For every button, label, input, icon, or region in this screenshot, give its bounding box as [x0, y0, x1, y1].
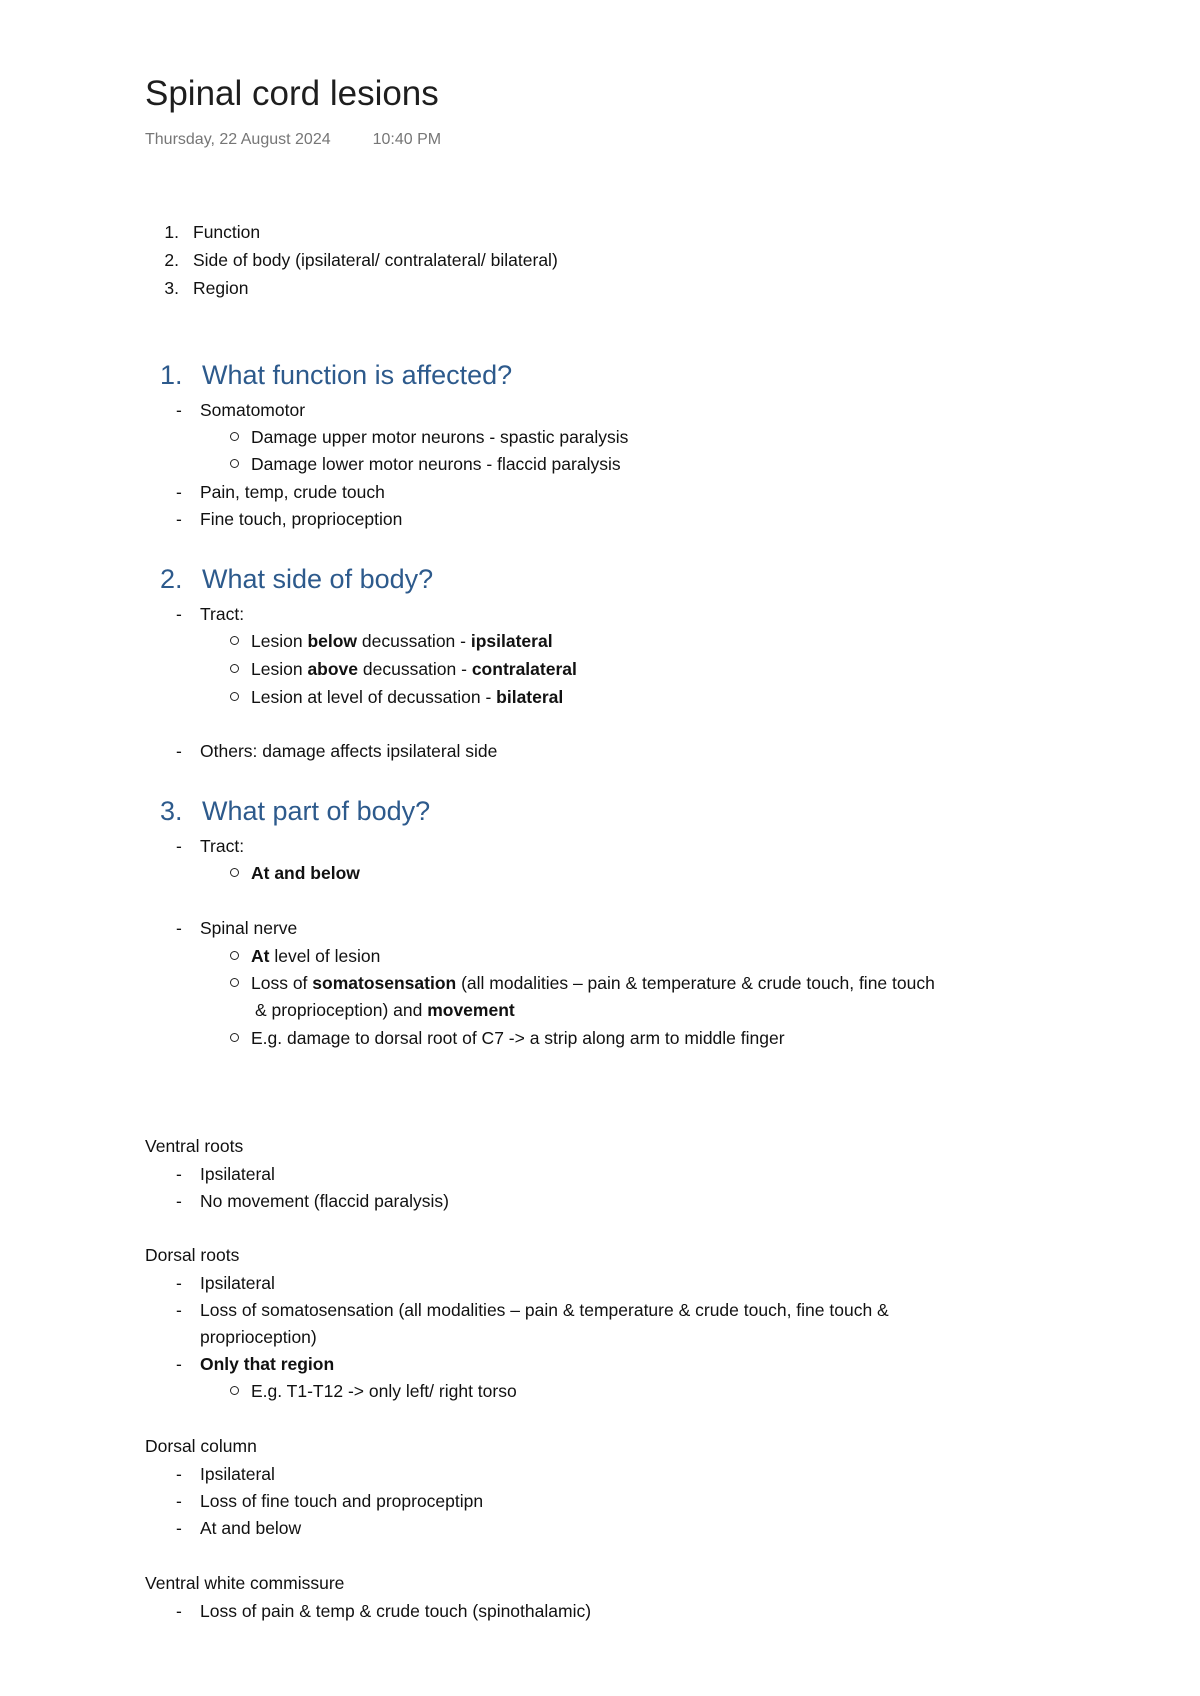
list-item: - Ipsilateral	[176, 1464, 275, 1484]
bullet-circle-icon	[230, 951, 239, 960]
list-item-continuation: & proprioception) and movement	[255, 1000, 515, 1020]
subsection-title: Dorsal column	[145, 1436, 257, 1456]
list-item: Loss of somatosensation (all modalities – pain & temperature & crude touch, fine touch	[230, 971, 935, 995]
list-item: - Tract:	[176, 604, 245, 624]
list-item: - No movement (flaccid paralysis)	[176, 1191, 449, 1211]
list-item: - Loss of pain & temp & crude touch (spinothalamic)	[176, 1601, 592, 1621]
list-item: Lesion below decussation - ipsilateral	[230, 629, 553, 653]
list-item: - At and below	[176, 1518, 302, 1538]
subsection-title: Dorsal roots	[145, 1245, 240, 1265]
section-heading-side: 2. What side of body?	[160, 564, 434, 594]
list-item: Damage lower motor neurons - flaccid paralysis	[230, 452, 621, 476]
note-date: Thursday, 22 August 2024	[145, 131, 331, 148]
list-item: - Pain, temp, crude touch	[176, 482, 385, 502]
list-item: - Fine touch, proprioception	[176, 509, 403, 529]
list-item: At and below	[230, 861, 360, 885]
bullet-circle-icon	[230, 459, 239, 468]
list-item: Lesion above decussation - contralateral	[230, 657, 577, 681]
list-item: - Somatomotor	[176, 400, 306, 420]
bullet-circle-icon	[230, 636, 239, 645]
section-heading-part: 3. What part of body?	[160, 796, 431, 826]
list-item: E.g. damage to dorsal root of C7 -> a strip along arm to middle finger	[230, 1026, 785, 1050]
list-item-continuation: proprioception)	[200, 1327, 317, 1347]
bullet-circle-icon	[230, 978, 239, 987]
bullet-circle-icon	[230, 1033, 239, 1042]
bullet-circle-icon	[230, 432, 239, 441]
list-item: - Loss of fine touch and proproceptipn	[176, 1491, 484, 1511]
bullet-circle-icon	[230, 664, 239, 673]
list-item: Lesion at level of decussation - bilateral	[230, 685, 563, 709]
list-item: - Loss of somatosensation (all modalities – pain & temperature & crude touch, fine touch &	[176, 1300, 889, 1320]
note-time: 10:40 PM	[372, 131, 442, 148]
list-item: E.g. T1-T12 -> only left/ right torso	[230, 1379, 517, 1403]
note-timestamp	[145, 131, 441, 149]
list-item: 3. Region	[164, 278, 249, 298]
list-item: - Others: damage affects ipsilateral side	[176, 741, 498, 761]
bullet-circle-icon	[230, 692, 239, 701]
list-item: - Spinal nerve	[176, 918, 298, 938]
list-item: Damage upper motor neurons - spastic paralysis	[230, 425, 628, 449]
list-item: - Only that region	[176, 1354, 335, 1374]
list-item: - Ipsilateral	[176, 1164, 275, 1184]
list-item: - Ipsilateral	[176, 1273, 275, 1293]
list-item: 1. Function	[164, 222, 261, 242]
list-item: - Tract:	[176, 836, 245, 856]
bullet-circle-icon	[230, 868, 239, 877]
section-heading-function: 1. What function is affected?	[160, 360, 513, 390]
bullet-circle-icon	[230, 1386, 239, 1395]
list-item: 2. Side of body (ipsilateral/ contralateral/ bilateral)	[164, 250, 558, 270]
subsection-title: Ventral roots	[145, 1136, 244, 1156]
page-title: Spinal cord lesions	[145, 74, 439, 113]
list-item: At level of lesion	[230, 944, 380, 968]
subsection-title: Ventral white commissure	[145, 1573, 345, 1593]
